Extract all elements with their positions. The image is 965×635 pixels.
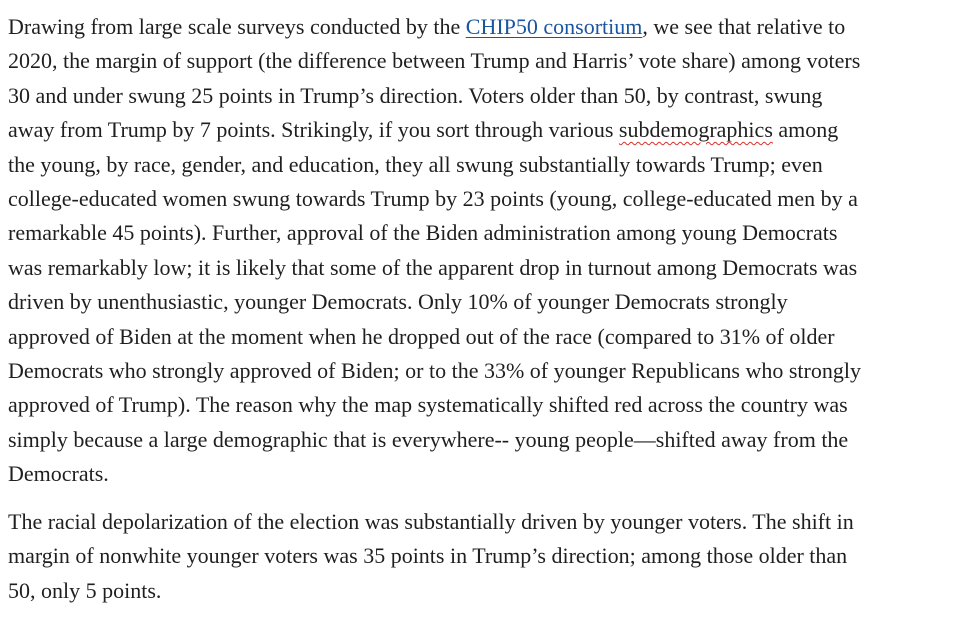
chip50-consortium-link[interactable]: CHIP50 consortium bbox=[465, 14, 643, 39]
spellcheck-flagged-word[interactable]: subdemographics bbox=[618, 117, 773, 143]
text-line: 30 and under swung 25 points in Trump’s direction. Voters older than 50, by contrast, swung bbox=[8, 82, 823, 108]
text-line: 2020, the margin of support (the difference between Trump and Harris’ vote share) among voters bbox=[8, 48, 861, 74]
text-line: The racial depolarization of the election was substantially driven by younger voters. The shift in bbox=[8, 508, 854, 534]
text-line: remarkable 45 points). Further, approval of the Biden administration among young Democrats bbox=[8, 220, 838, 246]
text-line: was remarkably low; it is likely that some of the apparent drop in turnout among Democrats was bbox=[8, 254, 858, 280]
text-line: Democrats who strongly approved of Biden; or to the 33% of younger Republicans who strongly bbox=[8, 358, 861, 384]
text-line: 50, only 5 points. bbox=[8, 577, 162, 603]
text-line: the young, by race, gender, and education, they all swung substantially towards Trump; even bbox=[8, 151, 823, 177]
text-line: approved of Trump). The reason why the map systematically shifted red across the country was bbox=[8, 392, 848, 418]
paragraph-racial-depolarization bbox=[8, 505, 957, 608]
text-line: driven by unenthusiastic, younger Democrats. Only 10% of younger Democrats strongly bbox=[8, 289, 788, 315]
text-line: approved of Biden at the moment when he dropped out of the race (compared to 31% of older bbox=[8, 323, 835, 349]
text-segment: Drawing from large scale surveys conducted by the bbox=[8, 14, 466, 39]
text-line: margin of nonwhite younger voters was 35 points in Trump’s direction; among those older than bbox=[8, 543, 848, 569]
text-line: simply because a large demographic that is everywhere-- young people—shifted away from the bbox=[8, 426, 849, 452]
paragraph-youth-swing bbox=[8, 10, 957, 492]
text-line: Democrats. bbox=[8, 461, 109, 487]
text-line: college-educated women swung towards Trump by 23 points (young, college-educated men by a bbox=[8, 186, 858, 212]
text-segment: among bbox=[772, 117, 839, 143]
text-segment: , we see that relative to bbox=[642, 14, 846, 39]
text-segment: away from Trump by 7 points. Strikingly, if you sort through various bbox=[8, 117, 619, 143]
text-line bbox=[8, 10, 957, 44]
text-line bbox=[8, 113, 957, 147]
